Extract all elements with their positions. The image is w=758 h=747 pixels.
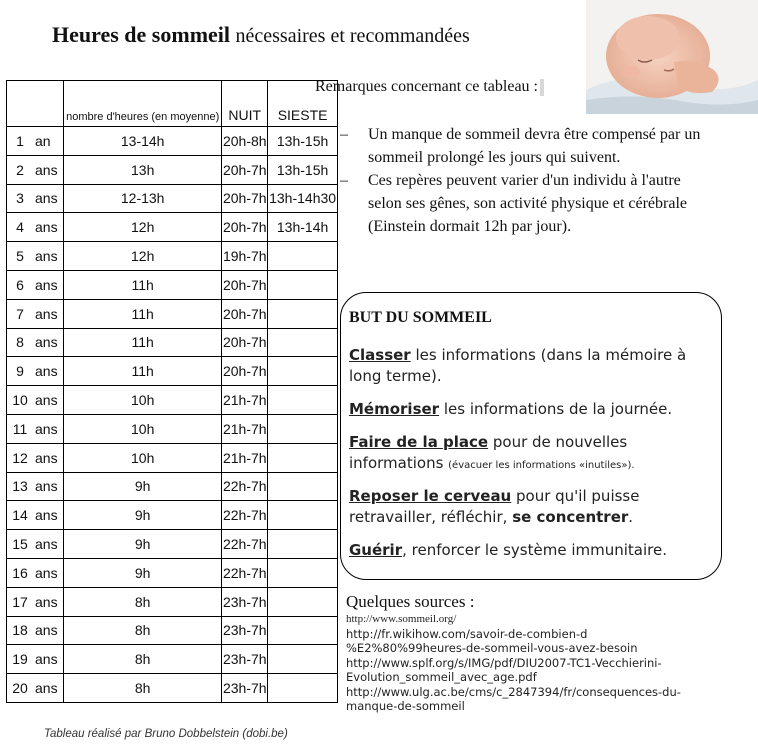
age-number: 20 [12,680,28,697]
table-row [7,472,338,501]
age-cell [7,299,64,328]
hours-cell: 8h [64,587,222,616]
nuit-cell: 23h-7h [222,645,268,674]
but-item-faire-place [349,432,709,476]
table-row [7,270,338,299]
age-unit: ans [35,420,58,437]
source-link[interactable]: http://www.splf.org/s/IMG/pdf/DIU2007-TC1-Vecchierini- [346,655,662,670]
but-keyword: Faire de la place [349,433,489,451]
age-cell [7,127,64,156]
but-item-classer [349,345,709,387]
age-unit: ans [35,248,58,265]
age-cell [7,357,64,386]
age-unit: ans [35,161,58,178]
age-number: 2 [16,161,24,178]
dash-bullet-icon: – [340,172,348,189]
table-row [7,357,338,386]
age-cell [7,645,64,674]
age-cell [7,242,64,271]
sieste-cell: 13h-15h [268,155,338,184]
age-unit: ans [35,276,58,293]
remark-item [340,123,712,169]
sieste-cell [268,386,338,415]
age-cell [7,674,64,703]
nuit-cell: 23h-7h [222,587,268,616]
table-row [7,299,338,328]
age-cell [7,587,64,616]
age-unit: ans [35,190,58,207]
age-unit: ans [35,680,58,697]
sieste-cell [268,299,338,328]
nuit-cell: 21h-7h [222,414,268,443]
age-number: 8 [16,334,24,351]
table-row [7,213,338,242]
age-unit: an [35,132,51,149]
table-row [7,616,338,645]
source-link[interactable]: manque-de-sommeil [346,699,465,713]
nuit-cell: 20h-7h [222,270,268,299]
sieste-cell [268,270,338,299]
age-unit: ans [35,449,58,466]
hours-cell: 11h [64,270,222,299]
age-number: 15 [12,536,28,553]
age-cell [7,184,64,213]
source-link[interactable]: http://www.ulg.ac.be/cms/c_2847394/fr/consequences-du- [346,684,681,699]
table-row [7,501,338,530]
age-unit: ans [35,305,58,322]
remark-text: Un manque de sommeil devra être compensé par un sommeil prolongé les jours qui suivent. [368,126,701,166]
but-strong: se concentrer [512,508,629,526]
but-text: , renforcer le système immunitaire. [402,541,667,559]
age-number: 16 [12,564,28,581]
hours-cell: 12h [64,242,222,271]
hours-cell: 11h [64,299,222,328]
sieste-cell: 13h-14h30 [268,184,338,213]
source-link[interactable]: Evolution_sommeil_avec_age.pdf [346,670,537,684]
but-item-reposer [349,486,709,528]
sleeping-baby-photo [586,0,758,114]
age-unit: ans [35,564,58,581]
remarks-list [340,123,712,238]
age-number: 1 [16,132,24,149]
nuit-cell: 23h-7h [222,674,268,703]
nuit-cell: 19h-7h [222,242,268,271]
but-text: les informations (dans la mémoire à long terme). [349,346,687,385]
age-unit: ans [35,363,58,380]
but-small-note: (évacuer les informations «inutiles»). [448,460,635,471]
sieste-cell [268,674,338,703]
hours-cell: 13h [64,155,222,184]
hours-cell: 11h [64,328,222,357]
age-number: 5 [16,248,24,265]
but-item-guerir [349,540,709,561]
header-sieste: SIESTE [268,81,338,127]
age-unit: ans [35,334,58,351]
source-link[interactable]: http://fr.wikihow.com/savoir-de-combien-d [346,626,588,641]
nuit-cell: 20h-7h [222,213,268,242]
hours-cell: 8h [64,674,222,703]
table-row [7,155,338,184]
sieste-cell [268,530,338,559]
table-row [7,242,338,271]
but-du-sommeil-box [340,292,722,580]
age-number: 12 [12,449,28,466]
header-hours: nombre d'heures (en moyenne) [64,81,222,127]
nuit-cell: 22h-7h [222,558,268,587]
but-keyword: Guérir [349,541,403,559]
source-link[interactable]: http://www.sommeil.org/ [346,613,457,625]
age-number: 9 [16,363,24,380]
sieste-cell [268,414,338,443]
sieste-cell: 13h-14h [268,213,338,242]
hours-cell: 8h [64,645,222,674]
but-text: pour qu'il puisse retravailler, réfléchir, [349,487,640,526]
age-number: 17 [12,593,28,610]
age-number: 7 [16,305,24,322]
table-header-row [7,81,338,127]
age-unit: ans [35,219,58,236]
age-number: 4 [16,219,24,236]
nuit-cell: 22h-7h [222,472,268,501]
age-unit: ans [35,392,58,409]
hours-cell: 9h [64,472,222,501]
hours-cell: 9h [64,501,222,530]
age-number: 19 [12,651,28,668]
age-number: 13 [12,478,28,495]
but-keyword: Reposer le cerveau [349,487,512,505]
table-row [7,127,338,156]
age-number: 14 [12,507,28,524]
remark-item [340,169,712,238]
hours-cell: 11h [64,357,222,386]
age-number: 6 [16,276,24,293]
age-cell [7,386,64,415]
page-title [52,22,470,48]
hours-cell: 10h [64,386,222,415]
age-number: 11 [12,420,28,437]
hours-cell: 9h [64,558,222,587]
but-item-memoriser [349,399,709,420]
age-unit: ans [35,507,58,524]
age-unit: ans [35,651,58,668]
remark-text: Ces repères peuvent varier d'un individu à l'autre selon ses gênes, son activité physique et cérébrale (Einstein dormait 12h par jour). [368,172,687,235]
header-age [7,81,64,127]
table-row [7,328,338,357]
sources-title-text: Quelques sources : [346,592,475,611]
text-cursor [540,79,544,96]
nuit-cell: 22h-7h [222,501,268,530]
hours-cell: 10h [64,414,222,443]
hours-cell: 9h [64,530,222,559]
sieste-cell [268,616,338,645]
sieste-cell [268,558,338,587]
age-unit: ans [35,478,58,495]
but-text: pour de nouvelles informations [349,433,628,472]
age-cell [7,472,64,501]
age-cell [7,213,64,242]
table-row [7,558,338,587]
age-cell [7,270,64,299]
table-row [7,645,338,674]
table-row [7,414,338,443]
age-cell [7,530,64,559]
table-row [7,674,338,703]
but-title: BUT DU SOMMEIL [349,309,492,326]
age-cell [7,616,64,645]
age-cell [7,501,64,530]
but-keyword: Mémoriser [349,400,440,418]
nuit-cell: 23h-7h [222,616,268,645]
hours-cell: 8h [64,616,222,645]
age-unit: ans [35,622,58,639]
table-row [7,184,338,213]
age-unit: ans [35,536,58,553]
sources-title [346,592,474,612]
table-row [7,386,338,415]
hours-cell: 13-14h [64,127,222,156]
sleep-hours-table [6,80,338,703]
hours-cell: 12h [64,213,222,242]
sieste-cell [268,472,338,501]
nuit-cell: 21h-7h [222,386,268,415]
but-text: les informations de la journée. [439,400,673,418]
sieste-cell [268,242,338,271]
remarks-title [315,78,544,96]
sieste-cell [268,587,338,616]
age-number: 10 [12,392,28,409]
age-cell [7,443,64,472]
sieste-cell [268,501,338,530]
hours-cell: 12-13h [64,184,222,213]
sieste-cell [268,357,338,386]
age-cell [7,155,64,184]
nuit-cell: 20h-7h [222,328,268,357]
dash-bullet-icon: – [340,126,348,143]
nuit-cell: 21h-7h [222,443,268,472]
age-cell [7,328,64,357]
sieste-cell [268,328,338,357]
nuit-cell: 20h-8h [222,127,268,156]
nuit-cell: 20h-7h [222,155,268,184]
age-unit: ans [35,593,58,610]
source-link[interactable]: %E2%80%99heures-de-sommeil-vous-avez-besoin [346,641,638,655]
but-keyword: Classer [349,346,411,364]
title-main: Heures de sommeil [52,22,231,47]
sources-list [346,612,746,714]
header-nuit: NUIT [222,81,268,127]
sieste-cell: 13h-15h [268,127,338,156]
hours-cell: 10h [64,443,222,472]
but-end: . [628,508,634,526]
age-number: 18 [12,622,28,639]
age-cell [7,558,64,587]
table-row [7,530,338,559]
nuit-cell: 20h-7h [222,299,268,328]
title-sub: nécessaires et recommandées [235,25,470,47]
nuit-cell: 22h-7h [222,530,268,559]
age-number: 3 [16,190,24,207]
sieste-cell [268,443,338,472]
table-row [7,587,338,616]
nuit-cell: 20h-7h [222,184,268,213]
remarks-title-text: Remarques concernant ce tableau : [315,78,538,95]
nuit-cell: 20h-7h [222,357,268,386]
table-row [7,443,338,472]
age-cell [7,414,64,443]
footer-credit: Tableau réalisé par Bruno Dobbelstein (dobi.be) [44,728,288,740]
sieste-cell [268,645,338,674]
